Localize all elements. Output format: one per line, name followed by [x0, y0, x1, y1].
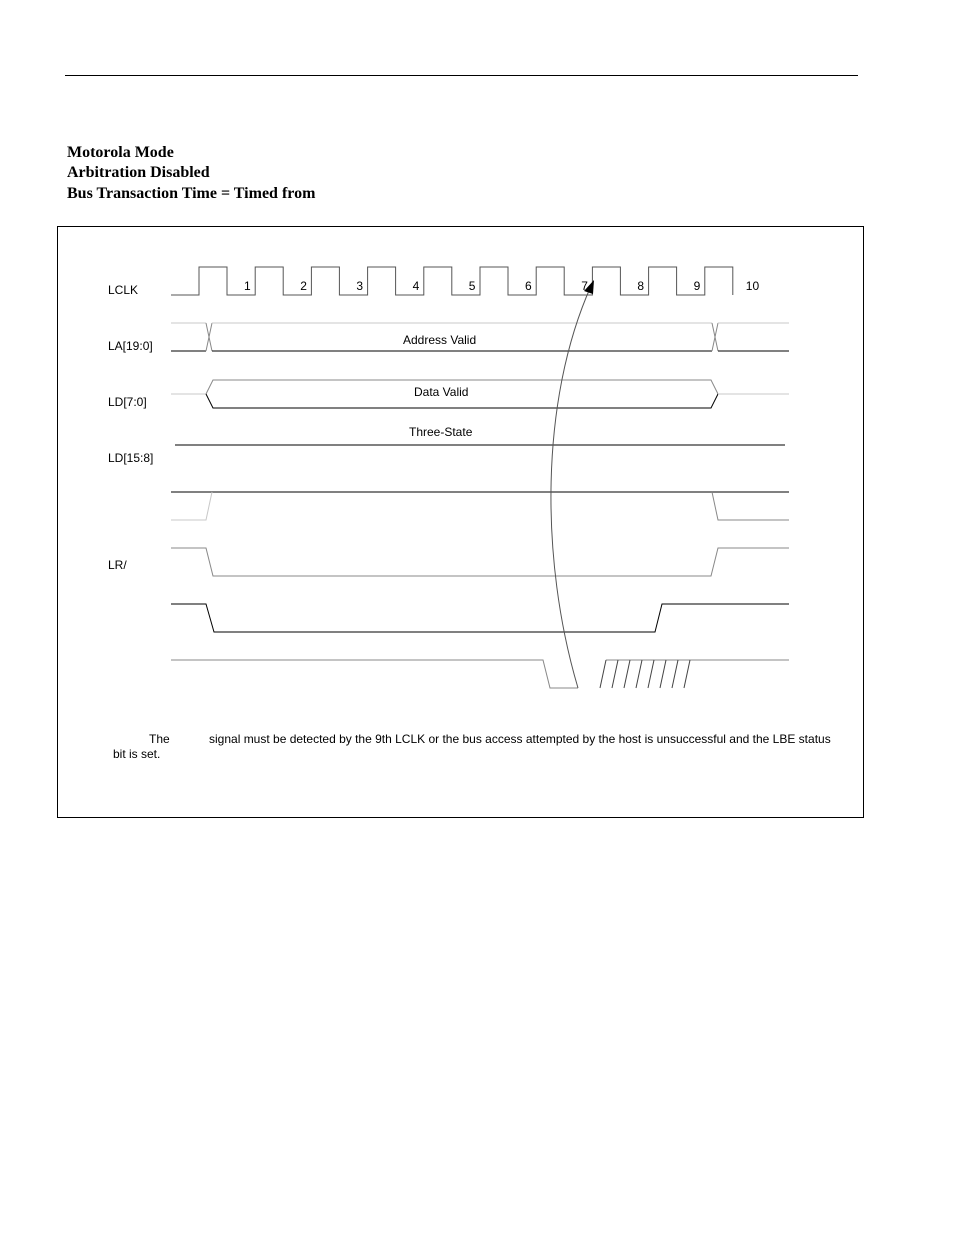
signal-label-lr: LR/	[108, 558, 127, 572]
cycle-number-6: 6	[525, 279, 532, 293]
signal-label-la: LA[19:0]	[108, 339, 153, 353]
la-bus-waveform	[171, 323, 789, 351]
cycle-number-4: 4	[412, 279, 420, 293]
acknowledge-waveform	[171, 660, 789, 688]
signal-label-ld-high: LD[15:8]	[108, 451, 154, 465]
data-valid-label: Data Valid	[414, 385, 469, 399]
note-text-main: signal must be detected by the 9th LCLK or the bus access attempted by the host is unsuccessful and the LBE status	[209, 732, 831, 746]
cycle-number-7: 7	[581, 279, 588, 293]
lclk-trace	[171, 267, 733, 295]
ld-low-bus-waveform	[171, 380, 789, 408]
timing-arrow	[551, 280, 594, 688]
lclk-waveform	[171, 267, 733, 295]
select-waveform	[171, 604, 789, 632]
three-state-label: Three-State	[409, 425, 473, 439]
cycle-number-2: 2	[300, 279, 307, 293]
note-text-start: The	[149, 732, 170, 746]
ld-high-three-state-lines	[171, 445, 789, 492]
lr-waveform	[171, 548, 789, 576]
cycle-number-3: 3	[356, 279, 364, 293]
signal-label-ld-low: LD[7:0]	[108, 395, 147, 409]
note-text-end: bit is set.	[113, 747, 161, 761]
signal-label-lclk: LCLK	[108, 283, 139, 297]
heading-mode: Motorola Mode	[67, 144, 174, 161]
cycle-number-8: 8	[637, 279, 645, 293]
heading-arbitration: Arbitration Disabled	[67, 164, 210, 181]
heading-bus-transaction-time: Bus Transaction Time = Timed from	[67, 185, 316, 202]
cycle-number-1: 1	[244, 279, 251, 293]
cycle-number-10: 10	[745, 279, 760, 293]
cycle-number-5: 5	[468, 279, 476, 293]
cycle-number-9: 9	[693, 279, 701, 293]
address-valid-label: Address Valid	[403, 333, 477, 347]
strobe-waveform	[171, 492, 789, 520]
